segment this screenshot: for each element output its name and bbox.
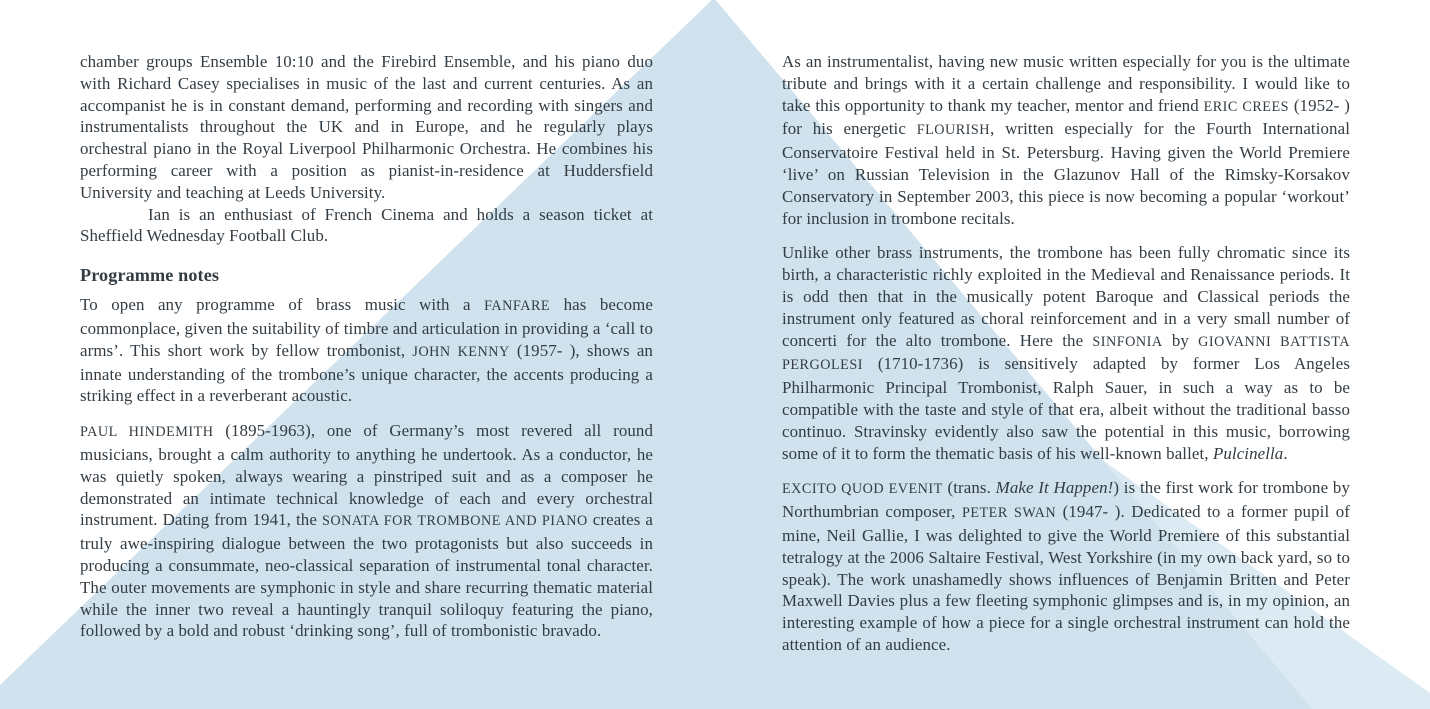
text-run-caps: GIOVANNI BATTISTA PERGOLESI <box>782 333 1350 374</box>
text-run: Unlike other brass instruments, the trombone has been fully chromatic since its birth, a characteristic richly exploited in the Medieval and Renaissance periods. It is odd then that in the musically potent Baroque and Classical periods the instrument only featured as choral reinforcement and in a very small number of concerti for the alto trombone. Here the <box>782 243 1350 350</box>
text-run-caps: FANFARE <box>484 298 551 315</box>
text-run: , written especially for the Fourth International Conservatoire Festival held in St. Petersburg. Having given the World Premiere ‘live’ on Russian Television in the Glazunov Hall of the Rimsky-Korsakov Conservatory in September 2003, this piece is now becoming a popular ‘workout’ for inclusion in trombone recitals. <box>782 119 1350 228</box>
text-run-caps: SONATA FOR TROMBONE AND PIANO <box>321 513 588 530</box>
text-run-caps: EXCITO QUOD EVENIT <box>782 481 943 498</box>
text-run: chamber groups Ensemble 10:10 and the Firebird Ensemble, and his piano duo with Richard Casey specialises in music of the last and current centuries. As an accompanist he is in constant demand, performing and recording with singers and instrumentalists throughout the UK and in Europe, and he regularly plays orchestral piano in the Royal Liverpool Philharmonic Orchestra. He combines his performing career with a position as pianist-in-residence at Huddersfield University and teaching at Leeds University. <box>80 52 653 202</box>
text-run: (1952- ) for his energetic <box>782 95 1350 139</box>
paragraph-excito-note <box>782 477 1350 655</box>
paragraph-ian-personal <box>80 204 653 248</box>
text-run-caps: FLOURISH <box>916 122 991 139</box>
text-run: Ian is an enthusiast of French Cinema and holds a season ticket at Sheffield Wednesday Football Club. <box>80 204 653 246</box>
paragraph-sinfonia-note <box>782 242 1350 464</box>
right-text-column <box>782 51 1350 656</box>
text-run: (trans. <box>942 478 996 498</box>
text-run: (1957- ), shows an innate understanding of the trombone’s unique character, the accents producing a striking effect in a reverberant acoustic. <box>80 340 653 406</box>
text-run-caps: ERIC CREES <box>1203 98 1290 115</box>
text-run-italic: Make It Happen! <box>995 478 1114 498</box>
text-run: has become commonplace, given the suitability of timbre and articulation in providing a ‘call to arms’. This short work by fellow trombonist, <box>80 295 653 360</box>
text-run: . <box>1283 443 1288 463</box>
text-run: creates a truly awe-inspiring dialogue between the two protagonists but also succeeds in producing a consummate, neo-classical separation of instrumental tonal character. The outer movements are symphonic in style and share recurring thematic material while the inner two reveal a hauntingly tranquil soliloquy featuring the piano, followed by a bold and robust ‘drinking song’, full of trombonistic bravado. <box>80 510 653 641</box>
text-run-caps: SINFONIA <box>1092 333 1163 350</box>
text-run: (1895-1963), one of Germany’s most revered all round musicians, brought a calm authority to anything he undertook. As a conductor, he was quietly spoken, always wearing a pinstriped suit and as a composer he demonstrated an intimate technical knowledge of each and every orchestral instrument. Dating from 1941, the <box>80 421 653 530</box>
paragraph-fanfare-note <box>80 294 653 407</box>
text-run: As an instrumentalist, having new music written especially for you is the ultimate tribute and brings with it a certain challenge and responsibility. I would like to take this opportunity to thank my teacher, mentor and friend <box>782 52 1350 115</box>
paragraph-flourish-note <box>782 51 1350 229</box>
text-run-italic: Pulcinella <box>1212 443 1284 463</box>
text-run-caps: PAUL HINDEMITH <box>80 424 214 441</box>
paragraph-ian-biography <box>80 51 653 204</box>
text-run: To open any programme of brass music with a <box>80 295 485 315</box>
text-run: (1710-1736) is sensitively adapted by former Los Angeles Philharmonic Principal Trombonist, Ralph Sauer, in such a way as to be compatible with the taste and style of that era, albeit without the traditional basso continuo. Stravinsky evidently also saw the potential in this music, borrowing some of it to form the thematic basis of his well-known ballet, <box>782 354 1350 463</box>
text-run: (1947- ). Dedicated to a former pupil of mine, Neil Gallie, I was delighted to give the World Premiere of this substantial tetralogy at the 2006 Saltaire Festival, West Yorkshire (in my own back yard, so to speak). The work unashamedly shows influences of Benjamin Britten and Peter Maxwell Davies plus a few fleeting symphonic glimpses and is, in my opinion, an interesting example of how a piece for a single orchestral instrument can hold the attention of an audience. <box>782 502 1350 654</box>
text-run-caps: JOHN KENNY <box>412 343 510 360</box>
text-run: by <box>1162 330 1199 350</box>
paragraph-hindemith-note <box>80 420 653 642</box>
text-run: ) is the first work for trombone by Northumbrian composer, <box>782 478 1351 522</box>
text-run-caps: PETER SWAN <box>961 505 1057 522</box>
left-text-column <box>80 51 653 642</box>
programme-notes-heading: Programme notes <box>80 265 220 286</box>
